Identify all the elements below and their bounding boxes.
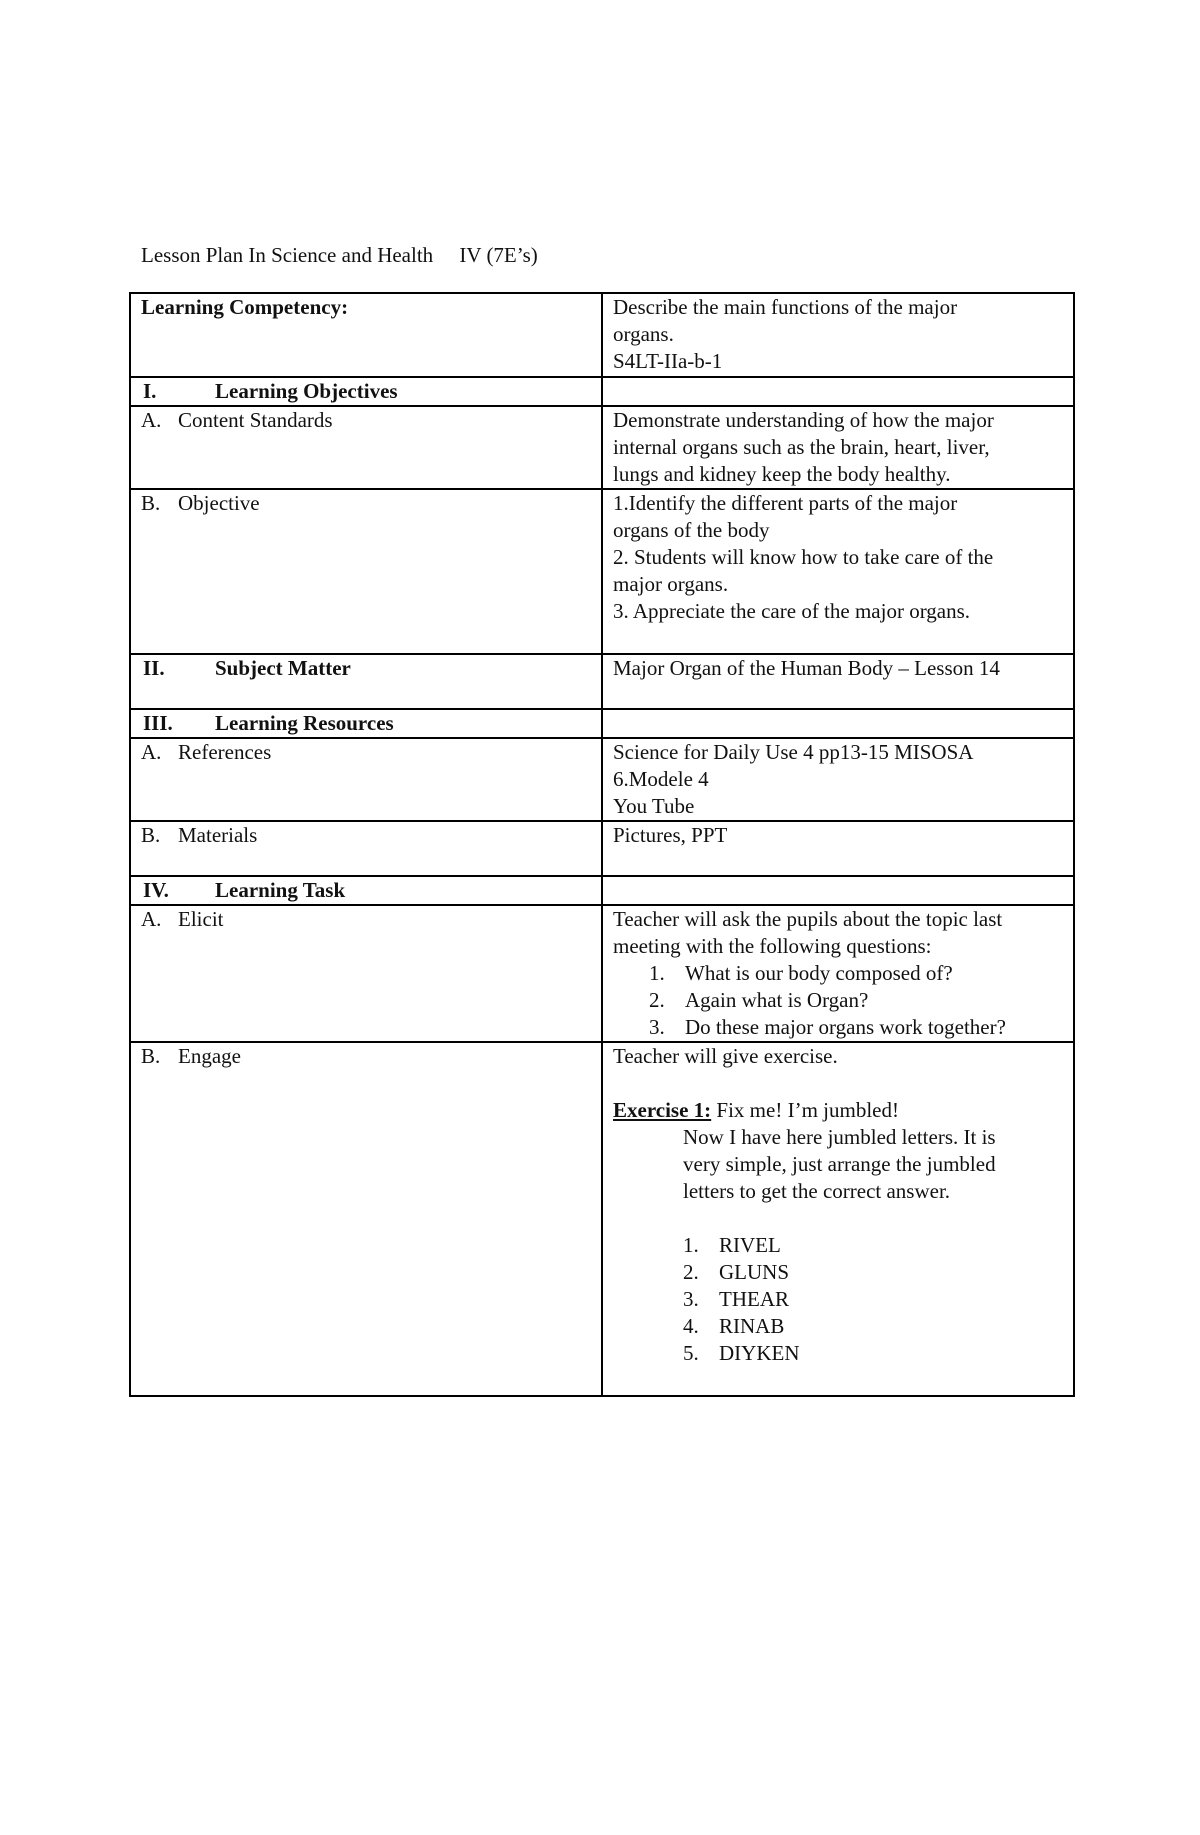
list-text: RINAB bbox=[719, 1314, 785, 1338]
list-number: 1. bbox=[649, 961, 665, 985]
cell-value bbox=[602, 489, 1074, 654]
text-line: Describe the main functions of the major bbox=[613, 295, 958, 319]
item-letter: B. bbox=[141, 1044, 161, 1068]
item-letter: B. bbox=[141, 491, 161, 515]
section-heading: Learning Objectives bbox=[215, 379, 398, 403]
text-line: Demonstrate understanding of how the major bbox=[613, 408, 994, 432]
list-text: DIYKEN bbox=[719, 1341, 800, 1365]
exercise-title: Fix me! I’m jumbled! bbox=[711, 1098, 899, 1122]
text-line: 1.Identify the different parts of the major bbox=[613, 491, 958, 515]
section-number: IV. bbox=[143, 878, 169, 902]
list-item bbox=[649, 1014, 1063, 1041]
cell-value bbox=[602, 876, 1074, 905]
list-number: 2. bbox=[683, 1260, 699, 1284]
cell-value bbox=[602, 1042, 1074, 1396]
lesson-plan-table bbox=[129, 292, 1075, 1397]
list-text: THEAR bbox=[719, 1287, 789, 1311]
list-number: 1. bbox=[683, 1233, 699, 1257]
item-label: Objective bbox=[178, 491, 260, 515]
section-number: II. bbox=[143, 656, 165, 680]
text-line: internal organs such as the brain, heart, liver, bbox=[613, 435, 990, 459]
cell-label bbox=[130, 738, 602, 821]
list-text: RIVEL bbox=[719, 1233, 781, 1257]
section-number: III. bbox=[143, 711, 173, 735]
text-line: lungs and kidney keep the body healthy. bbox=[613, 462, 951, 486]
subject-matter-value: Major Organ of the Human Body – Lesson 14 bbox=[613, 656, 1000, 680]
list-number: 5. bbox=[683, 1341, 699, 1365]
list-text: GLUNS bbox=[719, 1260, 790, 1284]
cell-label bbox=[130, 377, 602, 406]
exercise-heading bbox=[613, 1097, 1063, 1124]
item-letter: B. bbox=[141, 823, 161, 847]
text-line: 3. Appreciate the care of the major organs. bbox=[613, 599, 971, 623]
text-line: very simple, just arrange the jumbled bbox=[683, 1152, 996, 1176]
list-number: 3. bbox=[649, 1015, 665, 1039]
item-label: Content Standards bbox=[178, 408, 333, 432]
list-number: 4. bbox=[683, 1314, 699, 1338]
row-learning-objectives bbox=[130, 377, 1074, 406]
cell-label bbox=[130, 1042, 602, 1396]
text-line: 2. Students will know how to take care of the bbox=[613, 545, 994, 569]
row-materials bbox=[130, 821, 1074, 876]
row-objective bbox=[130, 489, 1074, 654]
text-line: letters to get the correct answer. bbox=[683, 1179, 951, 1203]
question-list bbox=[613, 960, 1063, 1041]
blank-line bbox=[613, 1070, 1063, 1097]
list-number: 2. bbox=[649, 988, 665, 1012]
row-elicit bbox=[130, 905, 1074, 1042]
cell-value bbox=[602, 377, 1074, 406]
item-label: Engage bbox=[178, 1044, 241, 1068]
list-text: Do these major organs work together? bbox=[685, 1015, 1006, 1039]
list-item bbox=[683, 1259, 1063, 1286]
cell-value bbox=[602, 821, 1074, 876]
item-label: Elicit bbox=[178, 907, 224, 931]
cell-label bbox=[130, 293, 602, 377]
cell-label bbox=[130, 821, 602, 876]
list-item bbox=[683, 1340, 1063, 1367]
list-text: Again what is Organ? bbox=[685, 988, 869, 1012]
cell-value bbox=[602, 654, 1074, 709]
row-content-standards bbox=[130, 406, 1074, 489]
list-item bbox=[649, 960, 1063, 987]
cell-label bbox=[130, 709, 602, 738]
row-learning-resources bbox=[130, 709, 1074, 738]
jumbled-word-list bbox=[613, 1232, 1063, 1367]
text-line: Science for Daily Use 4 pp13-15 MISOSA bbox=[613, 740, 974, 764]
text-line: organs of the body bbox=[613, 518, 770, 542]
exercise-instructions bbox=[613, 1124, 1063, 1205]
learning-competency-label: Learning Competency: bbox=[141, 295, 349, 319]
engage-intro: Teacher will give exercise. bbox=[613, 1044, 838, 1068]
list-item bbox=[683, 1232, 1063, 1259]
text-line: Teacher will ask the pupils about the topic last bbox=[613, 907, 1003, 931]
list-item bbox=[683, 1313, 1063, 1340]
cell-value bbox=[602, 293, 1074, 377]
text-line: major organs. bbox=[613, 572, 729, 596]
list-item bbox=[683, 1286, 1063, 1313]
list-number: 3. bbox=[683, 1287, 699, 1311]
section-heading: Subject Matter bbox=[215, 656, 351, 680]
text-line: 6.Modele 4 bbox=[613, 767, 709, 791]
cell-label bbox=[130, 406, 602, 489]
cell-value bbox=[602, 406, 1074, 489]
section-heading: Learning Resources bbox=[215, 711, 394, 735]
text-line: Now I have here jumbled letters. It is bbox=[683, 1125, 996, 1149]
item-letter: A. bbox=[141, 907, 162, 931]
list-item bbox=[649, 987, 1063, 1014]
item-letter: A. bbox=[141, 408, 162, 432]
cell-label bbox=[130, 489, 602, 654]
row-learning-task bbox=[130, 876, 1074, 905]
section-number: I. bbox=[143, 379, 157, 403]
blank-line bbox=[613, 1205, 1063, 1232]
item-letter: A. bbox=[141, 740, 162, 764]
text-line: meeting with the following questions: bbox=[613, 934, 932, 958]
row-references bbox=[130, 738, 1074, 821]
item-label: Materials bbox=[178, 823, 258, 847]
cell-label bbox=[130, 876, 602, 905]
row-engage bbox=[130, 1042, 1074, 1396]
text-line: organs. bbox=[613, 322, 674, 346]
text-line: S4LT-IIa-b-1 bbox=[613, 349, 723, 373]
cell-label bbox=[130, 654, 602, 709]
cell-label bbox=[130, 905, 602, 1042]
section-heading: Learning Task bbox=[215, 878, 346, 902]
document-title: Lesson Plan In Science and Health IV (7E’s) bbox=[141, 243, 538, 267]
text-line: You Tube bbox=[613, 794, 695, 818]
cell-value bbox=[602, 905, 1074, 1042]
materials-value: Pictures, PPT bbox=[613, 823, 728, 847]
exercise-label: Exercise 1: bbox=[613, 1098, 712, 1122]
list-text: What is our body composed of? bbox=[685, 961, 953, 985]
item-label: References bbox=[178, 740, 272, 764]
row-subject-matter bbox=[130, 654, 1074, 709]
cell-value bbox=[602, 738, 1074, 821]
row-learning-competency bbox=[130, 293, 1074, 377]
cell-value bbox=[602, 709, 1074, 738]
